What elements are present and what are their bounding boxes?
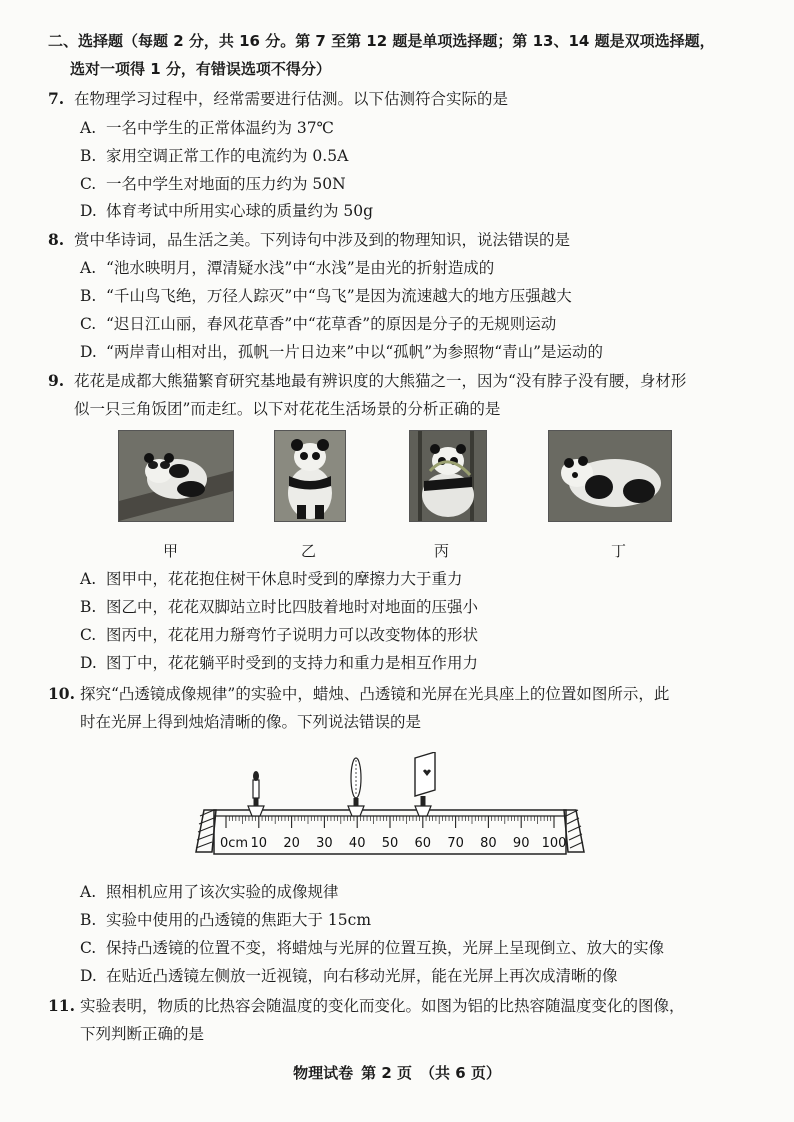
section-title-line1: 二、选择题（每题 2 分，共 16 分。第 7 至第 12 题是单项选择题；第 13、14 题是双项选择题， <box>48 32 715 50</box>
option-letter: B. <box>80 911 97 929</box>
panda-photo-yi <box>274 430 346 522</box>
question-10-option-d <box>80 965 618 987</box>
left-support <box>196 810 216 852</box>
option-text: 体育考试中所用实心球的质量约为 50g <box>106 202 374 220</box>
question-7-option-a <box>80 117 334 139</box>
stem-text: 探究“凸透镜成像规律”的实验中，蜡烛、凸透镜和光屏在光具座上的位置如图所示，此 <box>80 685 670 703</box>
caption-bing: 丙 <box>434 542 450 560</box>
question-11-stem-line1 <box>48 995 685 1017</box>
option-letter: B. <box>80 598 97 616</box>
stem-text: 在物理学习过程中，经常需要进行估测。以下估测符合实际的是 <box>74 90 509 108</box>
option-text: 图丁中，花花躺平时受到的支持力和重力是相互作用力 <box>106 654 479 672</box>
section-title-line2: 选对一项得 1 分，有错误选项不得分） <box>70 60 331 78</box>
footer-total: （共 6 页） <box>420 1064 501 1082</box>
convex-lens <box>348 758 364 816</box>
optical-bench-diagram <box>190 752 590 856</box>
option-text: 一名中学生对地面的压力约为 50N <box>106 175 346 193</box>
caption-yi: 乙 <box>301 542 317 560</box>
question-7-stem <box>48 88 508 110</box>
option-text: “两岸青山相对出，孤帆一片日边来”中以“孤帆”为参照物“青山”是运动的 <box>106 343 604 361</box>
question-9-stem-line1 <box>48 370 686 392</box>
option-text: 一名中学生的正常体温约为 37℃ <box>106 119 334 137</box>
question-number: 11. <box>48 996 75 1015</box>
question-number: 8. <box>48 230 65 249</box>
bench-tick-label: 60 <box>414 836 432 851</box>
question-10-stem-line1 <box>48 683 669 705</box>
footer-subject: 物理试卷 <box>293 1064 354 1082</box>
question-9-option-b <box>80 596 478 618</box>
bench-tick-labels <box>220 836 566 851</box>
option-letter: B. <box>80 147 97 165</box>
panda-photo-ding <box>548 430 672 522</box>
option-letter: D. <box>80 202 97 220</box>
option-letter: D. <box>80 654 97 672</box>
option-letter: B. <box>80 287 97 305</box>
stem-text: 赏中华诗词，品生活之美。下列诗句中涉及到的物理知识，说法错误的是 <box>74 231 571 249</box>
caption-ding: 丁 <box>611 542 627 560</box>
option-text: 图丙中，花花用力掰弯竹子说明力可以改变物体的形状 <box>106 626 479 644</box>
question-10-option-b <box>80 909 371 931</box>
option-text: 家用空调正常工作的电流约为 0.5A <box>106 147 349 165</box>
bench-tick-label: 10 <box>250 836 268 851</box>
option-letter: C. <box>80 939 97 957</box>
bench-tick-label: 100 <box>541 836 567 851</box>
option-text: 图甲中，花花抱住树干休息时受到的摩擦力大于重力 <box>106 570 463 588</box>
option-text: 保持凸透镜的位置不变，将蜡烛与光屏的位置互换，光屏上呈现倒立、放大的实像 <box>106 939 665 957</box>
bench-tick-label: 90 <box>512 836 530 851</box>
option-letter: A. <box>80 259 97 277</box>
question-9-stem-line2: 似一只三角饭团”而走红。以下对花花生活场景的分析正确的是 <box>74 400 501 418</box>
question-8-option-b <box>80 285 572 307</box>
option-text: 图乙中，花花双脚站立时比四肢着地时对地面的压强小 <box>106 598 479 616</box>
option-text: 照相机应用了该次实验的成像规律 <box>106 883 339 901</box>
bench-tick-label: 50 <box>381 836 399 851</box>
question-10-option-a <box>80 881 339 903</box>
panda-photo-bing <box>409 430 487 522</box>
option-text: 实验中使用的凸透镜的焦距大于 15cm <box>106 911 372 929</box>
bench-tick-label: 40 <box>348 836 366 851</box>
question-number: 10. <box>48 684 75 703</box>
option-letter: D. <box>80 343 97 361</box>
question-7-option-d <box>80 200 373 222</box>
option-text: 在贴近凸透镜左侧放一近视镜，向右移动光屏，能在光屏上再次成清晰的像 <box>106 967 618 985</box>
question-number: 7. <box>48 89 65 108</box>
bench-tick-label: 70 <box>447 836 464 851</box>
question-9-option-a <box>80 568 463 590</box>
footer-page: 第 2 页 <box>361 1064 412 1082</box>
panda-photo-jia <box>118 430 234 522</box>
question-number: 9. <box>48 371 65 390</box>
question-8-option-d <box>80 341 603 363</box>
option-letter: C. <box>80 175 97 193</box>
bench-tick-label: 20 <box>283 836 300 851</box>
option-letter: D. <box>80 967 97 985</box>
question-10-option-c <box>80 937 664 959</box>
option-text: “千山鸟飞绝，万径人踪灭”中“鸟飞”是因为流速越大的地方压强越大 <box>106 287 572 305</box>
bench-tick-label: 80 <box>480 836 497 851</box>
bench-ticks <box>226 816 554 828</box>
question-8-option-a <box>80 257 494 279</box>
page-footer <box>0 1062 794 1083</box>
question-8-stem <box>48 229 570 251</box>
bench-tick-label: 0cm <box>220 836 249 851</box>
bench-tick-label: 30 <box>316 836 333 851</box>
stem-text: 花花是成都大熊猫繁育研究基地最有辨识度的大熊猫之一，因为“没有脖子没有腰，身材形 <box>74 372 687 390</box>
stem-text: 实验表明，物质的比热容会随温度的变化而变化。如图为铝的比热容随温度变化的图像， <box>80 997 685 1015</box>
option-letter: C. <box>80 626 97 644</box>
question-11-stem-line2: 下列判断正确的是 <box>80 1025 205 1043</box>
option-letter: A. <box>80 570 97 588</box>
panda-image <box>275 431 345 521</box>
option-text: “迟日江山丽，春风花草香”中“花草香”的原因是分子的无规则运动 <box>106 315 557 333</box>
question-9-option-d <box>80 652 478 674</box>
option-text: “池水映明月，潭清疑水浅”中“水浅”是由光的折射造成的 <box>106 259 495 277</box>
panda-image <box>119 431 233 521</box>
light-screen <box>415 752 435 816</box>
question-7-option-b <box>80 145 348 167</box>
panda-image <box>410 431 486 521</box>
right-support <box>564 810 584 852</box>
question-8-option-c <box>80 313 556 335</box>
caption-jia: 甲 <box>163 542 179 560</box>
option-letter: A. <box>80 119 97 137</box>
question-7-option-c <box>80 173 346 195</box>
option-letter: A. <box>80 883 97 901</box>
candle <box>248 771 264 816</box>
question-10-stem-line2: 时在光屏上得到烛焰清晰的像。下列说法错误的是 <box>80 713 422 731</box>
panda-image <box>549 431 671 521</box>
question-9-option-c <box>80 624 478 646</box>
option-letter: C. <box>80 315 97 333</box>
